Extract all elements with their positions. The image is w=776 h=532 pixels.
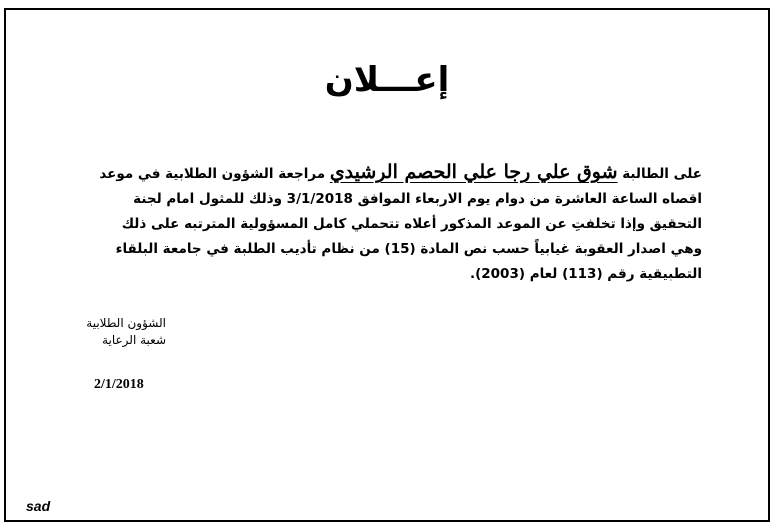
- document-date: 2/1/2018: [94, 377, 144, 392]
- student-name: شوق علي رجا علي الحصم الرشيدي: [329, 161, 618, 183]
- signature-department: الشؤون الطلابية: [86, 316, 166, 330]
- announcement-body: [96, 160, 702, 287]
- signature-section: شعبة الرعاية: [102, 333, 166, 347]
- body-text: مراجعة الشؤون الطلابية في موعد اقصاه الساعة العاشرة من دوام يوم الاربعاء الموافق 3/1/2018 وذلك للمثول امام لجنة التحقيق وإذا تخلفتِ عن الموعد المذكور أعلاه تتحملي كامل المسؤولية المترتبه على ذلك وهي اصدار العقوبة غيابياً حسب نص المادة (15) من نظام تأديب الطلبة في جامعة البلقاء التطبيقية رقم (113) لعام (2003).: [99, 166, 702, 282]
- announcement-title: إعـــلان: [324, 60, 450, 100]
- body-intro: على الطالبة: [617, 166, 702, 182]
- document-frame: [4, 8, 770, 522]
- corner-label: sad: [26, 498, 51, 514]
